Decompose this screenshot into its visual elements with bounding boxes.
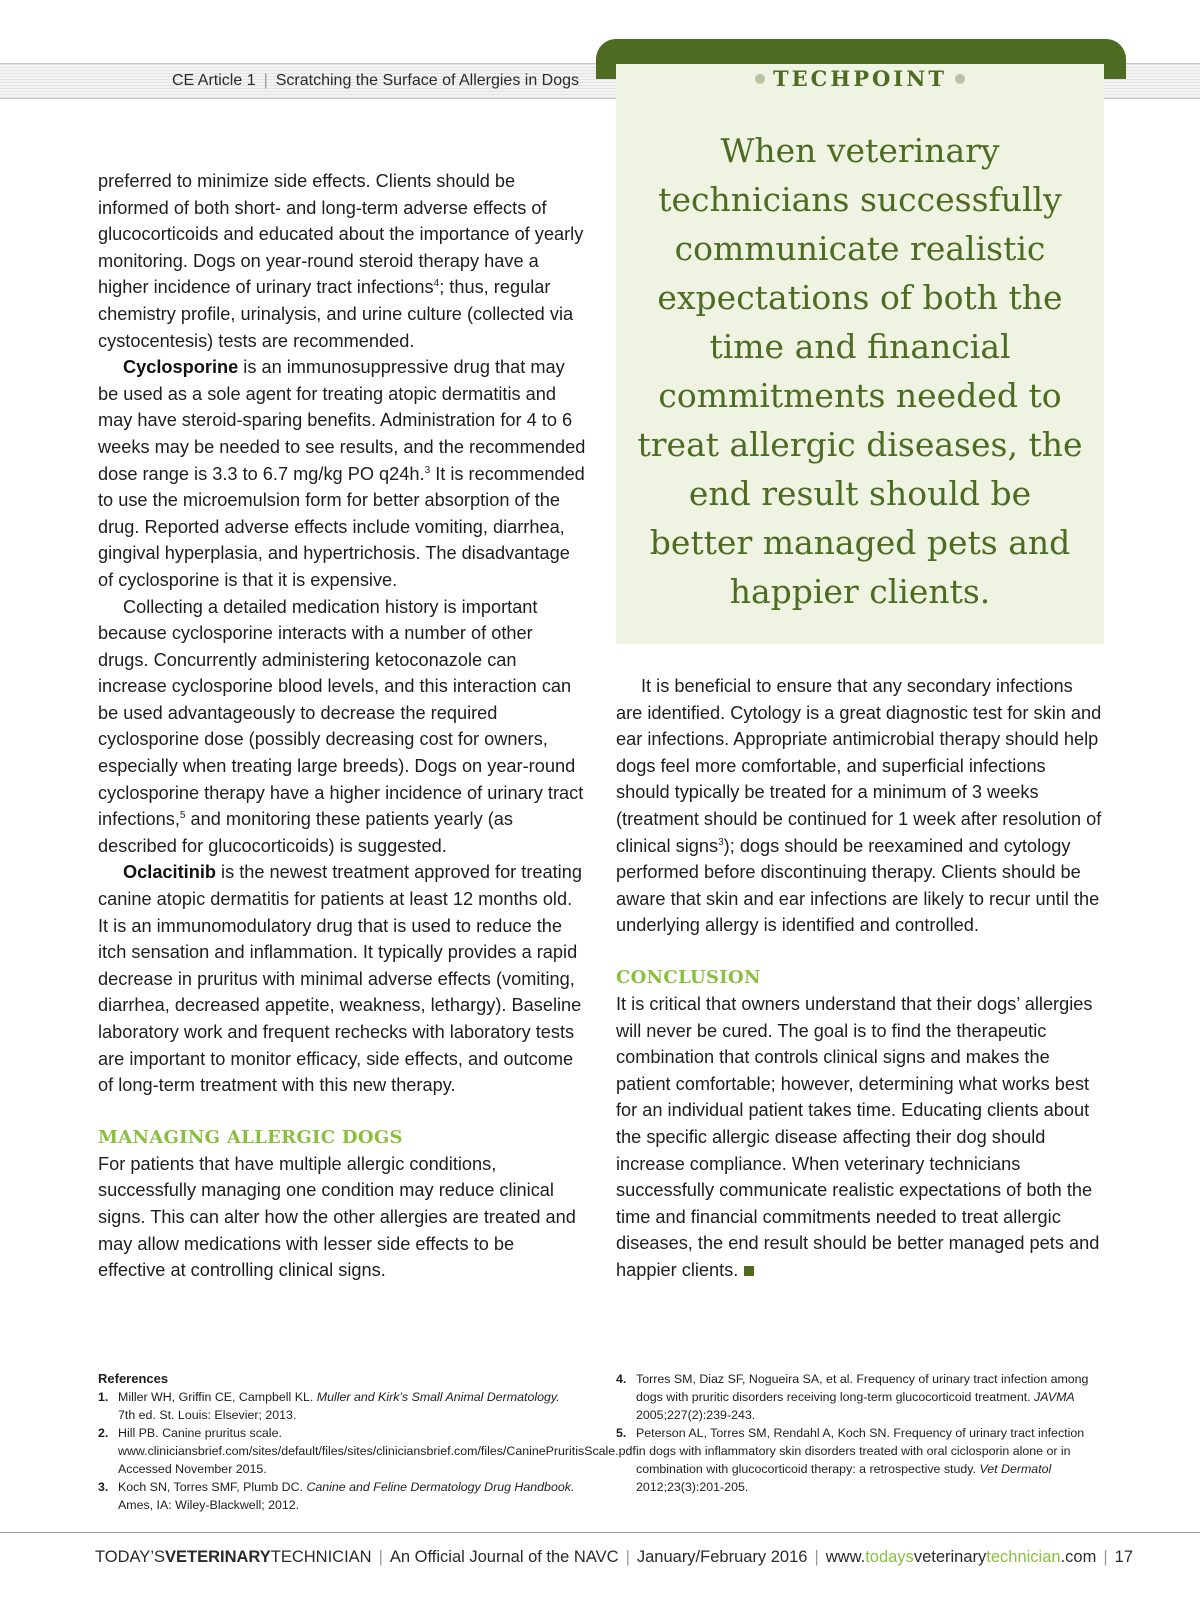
references-right	[616, 1370, 1096, 1496]
bullet-dot-icon	[755, 74, 765, 84]
text-italic: Vet Dermatol	[979, 1462, 1052, 1476]
text: Miller WH, Griffin CE, Campbell KL.	[118, 1390, 317, 1404]
brand-part: VETERINARY	[165, 1548, 271, 1566]
article-label: CE Article 1	[172, 72, 256, 89]
text: It is critical that owners understand that their dogs’ allergies will never be cured. The goal is to find the therapeutic combination that controls clinical signs and makes the patient comfortable; however, determining what works best for an individual patient takes time. Educating clients about the specific allergic disease affecting their dog should increase compliance. When veterinary technicians successfully communicate realistic expectations of both the time and financial commitments needed to treat allergic diseases, the end result should be better managed pets and happier clients.	[616, 993, 1100, 1280]
footer-separator: |	[378, 1548, 383, 1566]
article-title: Scratching the Surface of Allergies in Dogs	[275, 72, 580, 89]
paragraph	[98, 859, 586, 1098]
techpoint-label	[616, 66, 1104, 91]
reference-item	[616, 1424, 1096, 1496]
techpoint-quote: When veterinary technicians successfully communicate realistic expectations of both the time and financial commitments needed to treat allergic diseases, the end result should be better managed pets and happier clients.	[637, 131, 1083, 611]
brand-part: TECHNICIAN	[270, 1548, 372, 1566]
text-italic: JAVMA	[1034, 1390, 1075, 1404]
paragraph	[616, 991, 1104, 1284]
paragraph	[616, 673, 1104, 939]
reference-item	[98, 1478, 580, 1514]
page-number: 17	[1114, 1548, 1133, 1566]
references-title: References	[98, 1371, 169, 1386]
text: preferred to minimize side effects. Clients should be informed of both short- and long-term adverse effects of glucocorticoids and educated about the importance of yearly monitoring. Dogs on year-round steroid therapy have a higher incidence of urinary tract infections	[98, 171, 584, 298]
text: and monitoring these patients yearly (as described for glucocorticoids) is suggested.	[98, 809, 514, 856]
issue-date: January/February 2016	[636, 1548, 808, 1566]
reference-item	[616, 1370, 1096, 1424]
journal-brand	[95, 1548, 372, 1566]
text: ; thus, regular chemistry profile, urinalysis, and urine culture (collected via cystocentesis) tests are recommended.	[98, 277, 574, 351]
url-part: technician	[986, 1548, 1061, 1566]
url-part: todays	[865, 1548, 914, 1566]
citation: 3	[424, 464, 431, 476]
techpoint-label-text: TECHPOINT	[773, 66, 947, 91]
text: 2012;23(3):201-205.	[636, 1480, 749, 1494]
section-heading-managing: MANAGING ALLERGIC DOGS	[98, 1126, 403, 1148]
text: Collecting a detailed medication history is important because cyclosporine interacts with a number of other drugs. Concurrently administering ketoconazole can increase cyclosporine blood levels, and this interaction can be used advantageously to decrease the required cyclosporine dose (possibly decreasing cost for owners, especially when treating large breeds). Dogs on year-round cyclosporine therapy have a higher incidence of urinary tract infections,	[98, 596, 584, 830]
text: 7th ed. St. Louis: Elsevier; 2013.	[118, 1408, 297, 1422]
paragraph	[98, 168, 586, 354]
text: is an immunosuppressive drug that may be used as a sole agent for treating atopic dermatitis and may have steroid-sparing benefits. Administration for 4 to 6 weeks may be needed to see results, and the recommended dose range is 3.3 to 6.7 mg/kg PO q24h.	[98, 357, 586, 484]
footer-separator: |	[625, 1548, 630, 1566]
techpoint-box	[616, 64, 1104, 644]
citation: 3	[718, 836, 724, 848]
text-italic: Canine and Feline Dermatology Drug Handbook.	[306, 1480, 575, 1494]
text: It is beneficial to ensure that any secondary infections are identified. Cytology is a great diagnostic test for skin and ear infections. Appropriate antimicrobial therapy should help dogs feel more comfortable, and superficial infections should typically be treated for a minimum of 3 weeks (treatment should be continued for 1 week after resolution of clinical signs	[616, 676, 1102, 856]
left-column	[98, 168, 586, 1284]
text: It is recommended to use the microemulsion form for better absorption of the drug. Reported adverse effects include vomiting, diarrhea, gingival hyperplasia, and hypertrichosis. The disadvantage of cyclosporine is that it is expensive.	[98, 463, 585, 590]
footer-separator: |	[1103, 1548, 1108, 1566]
reference-number: 3.	[98, 1480, 109, 1494]
text: Torres SM, Diaz SF, Nogueira SA, et al. Frequency of urinary tract infection among dogs with pruritic disorders receiving long-term glucocorticoid treatment.	[636, 1372, 1089, 1404]
url-part: www.	[825, 1548, 866, 1566]
text: ); dogs should be reexamined and cytology performed before discontinuing therapy. Clients should be aware that skin and ear infections are likely to recur until the underlying allergy is identified and controlled.	[616, 835, 1100, 936]
journal-url[interactable]	[826, 1548, 1097, 1566]
term-cyclosporine: Cyclosporine	[123, 357, 239, 378]
header-separator: |	[263, 72, 268, 89]
end-mark-icon	[744, 1266, 754, 1276]
reference-number: 5.	[616, 1426, 627, 1440]
paragraph: For patients that have multiple allergic conditions, successfully managing one condition may reduce clinical signs. This can alter how the other allergies are treated and may allow medications with lesser side effects to be effective at controlling clinical signs.	[98, 1153, 576, 1281]
text: Peterson AL, Torres SM, Rendahl A, Koch SN. Frequency of urinary tract infection in dogs with inflammatory skin disorders treated with oral ciclosporin alone or in combination with glucocorticoid therapy: a retrospective study.	[636, 1426, 1085, 1476]
running-header	[172, 72, 579, 90]
reference-number: 1.	[98, 1390, 109, 1404]
references-left	[98, 1370, 640, 1514]
footer-rule	[0, 1532, 1200, 1533]
right-column	[616, 673, 1104, 1283]
journal-tagline: An Official Journal of the NAVC	[389, 1548, 619, 1566]
reference-number: 4.	[616, 1372, 627, 1386]
paragraph	[98, 594, 586, 860]
reference-item	[98, 1388, 580, 1424]
url-part: .com	[1060, 1548, 1097, 1566]
reference-item	[98, 1424, 640, 1478]
url-part: veterinary	[913, 1548, 987, 1566]
text-italic: Muller and Kirk’s Small Animal Dermatology.	[316, 1390, 560, 1404]
brand-part: TODAY’S	[95, 1548, 165, 1566]
term-oclacitinib: Oclacitinib	[123, 862, 216, 883]
text: 2005;227(2):239-243.	[636, 1408, 756, 1422]
reference-number: 2.	[98, 1426, 109, 1440]
footer-separator: |	[814, 1548, 819, 1566]
section-heading-conclusion: CONCLUSION	[616, 966, 761, 988]
text: Koch SN, Torres SMF, Plumb DC.	[118, 1480, 307, 1494]
text: Ames, IA: Wiley-Blackwell; 2012.	[118, 1498, 300, 1512]
paragraph	[98, 354, 586, 593]
footer	[95, 1548, 1133, 1567]
citation: 4	[433, 278, 440, 290]
text: Hill PB. Canine pruritus scale. www.cliniciansbrief.com/sites/default/files/sites/cliniciansbrief.com/files/CaninePruritisScale.pdf. Accessed November 2015.	[118, 1426, 640, 1476]
text: is the newest treatment approved for treating canine atopic dermatitis for patients at least 12 months old. It is an immunomodulatory drug that is used to reduce the itch sensation and inflammation. It typically provides a rapid decrease in pruritus with minimal adverse effects (vomiting, diarrhea, decreased appetite, weakness, lethargy). Baseline laboratory work and frequent rechecks with laboratory tests are important to monitor efficacy, side effects, and outcome of long-term treatment with this new therapy.	[98, 862, 582, 1096]
citation: 5	[179, 810, 186, 822]
bullet-dot-icon	[955, 74, 965, 84]
